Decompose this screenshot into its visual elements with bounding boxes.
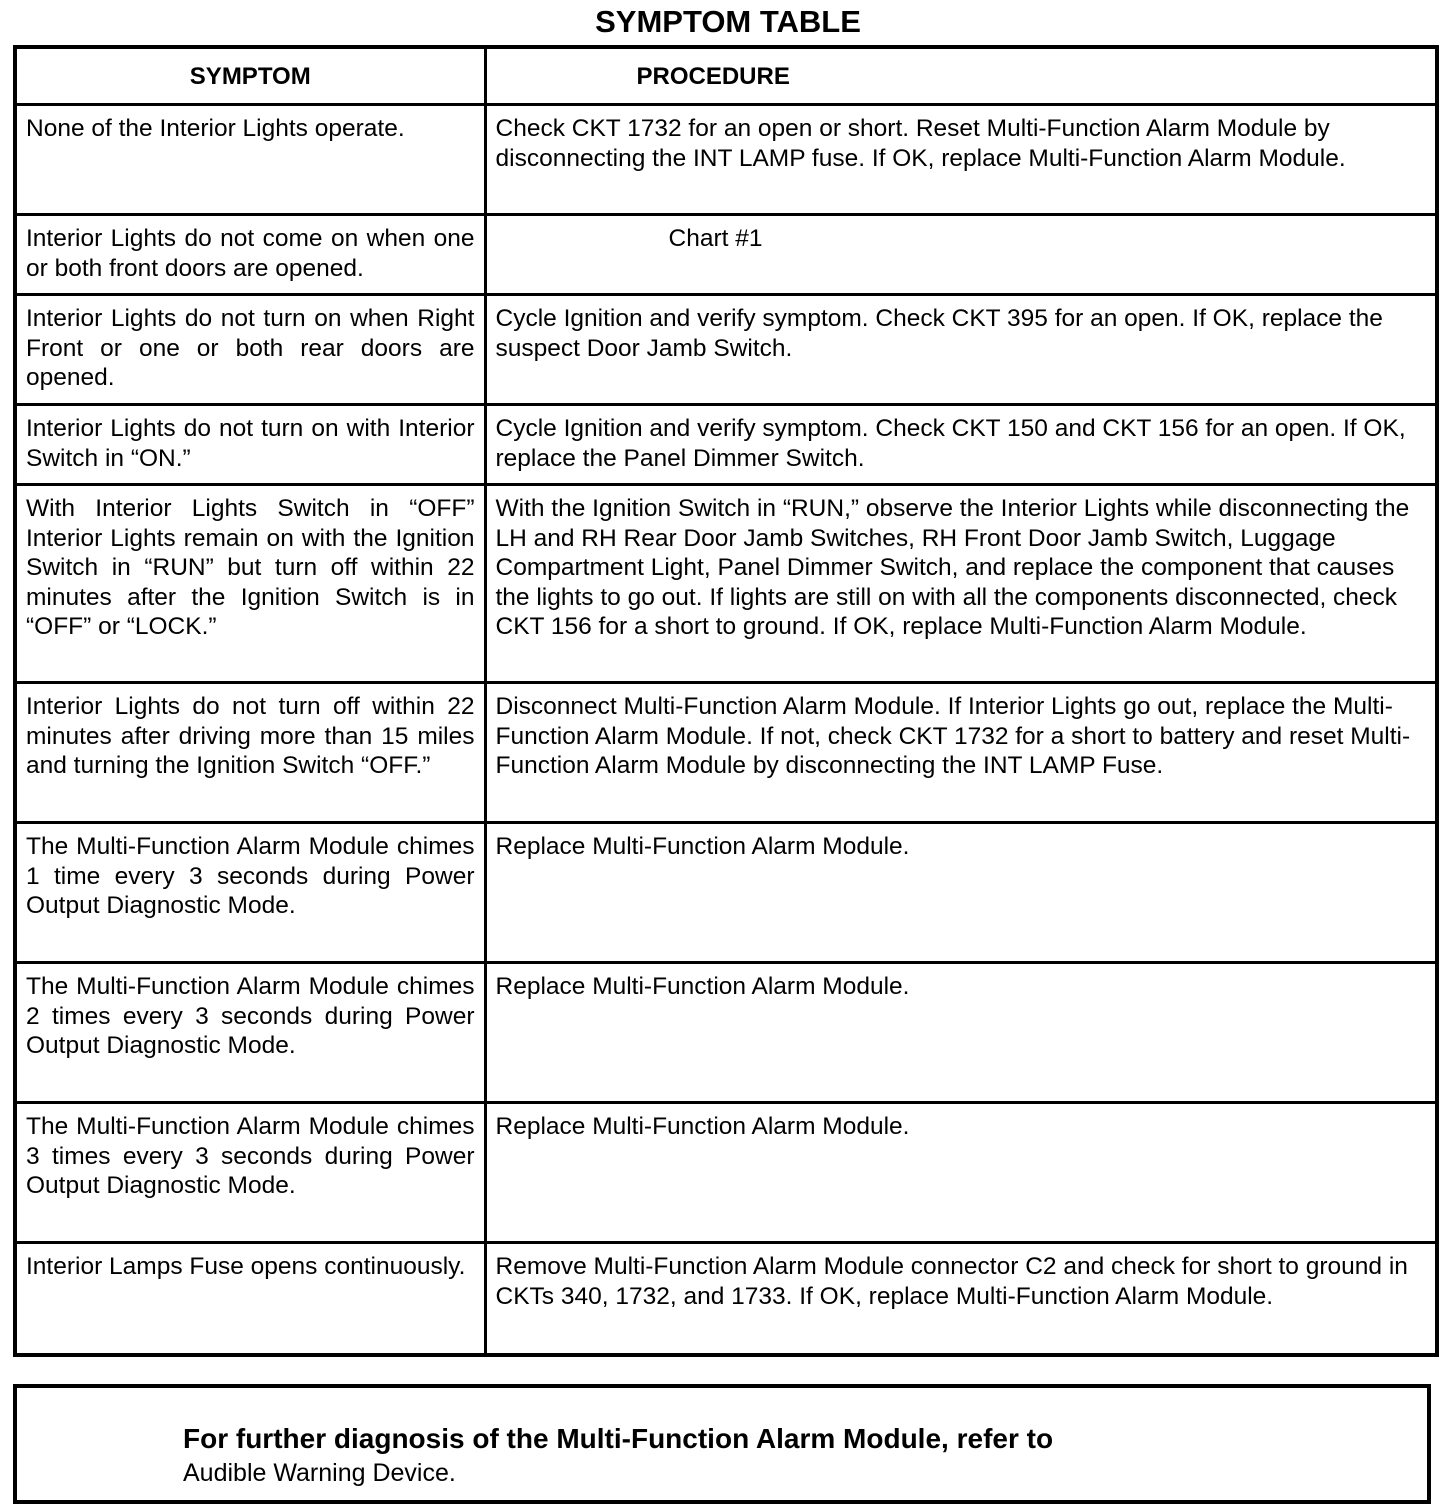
note-reference: Audible Warning Device. [183,1459,456,1487]
symptom-cell: Interior Lights do not turn off within 22 minutes after driving more than 15 miles and turning the Ignition Switch “OFF.” [15,683,485,823]
procedure-cell: Cycle Ignition and verify symptom. Check CKT 150 and CKT 156 for an open. If OK, replace the Panel Dimmer Switch. [485,405,1437,485]
table-row [15,295,1437,405]
header-row [15,47,1437,105]
symptom-column-header: SYMPTOM [15,47,485,105]
table-row [15,823,1437,963]
procedure-cell [485,215,1437,295]
symptom-cell: The Multi-Function Alarm Module chimes 3 times every 3 seconds during Power Output Diagnostic Mode. [15,1103,485,1243]
symptom-cell: Interior Lights do not turn on when Right Front or one or both rear doors are opened. [15,295,485,405]
table-title: SYMPTOM TABLE [595,4,861,39]
symptom-cell: None of the Interior Lights operate. [15,105,485,215]
procedure-cell: Replace Multi-Function Alarm Module. [485,823,1437,963]
table-row [15,405,1437,485]
table-row [15,683,1437,823]
symptom-cell: The Multi-Function Alarm Module chimes 1 time every 3 seconds during Power Output Diagnostic Mode. [15,823,485,963]
table-row [15,963,1437,1103]
symptom-cell: Interior Lamps Fuse opens continuously. [15,1243,485,1355]
table-row [15,215,1437,295]
symptom-cell: Interior Lights do not turn on with Interior Switch in “ON.” [15,405,485,485]
procedure-column-header: PROCEDURE [485,47,1437,105]
symptom-cell: With Interior Lights Switch in “OFF” Interior Lights remain on with the Ignition Switch in “RUN” but turn off within 22 minutes after the Ignition Switch is in “OFF” or “LOCK.” [15,485,485,683]
procedure-cell: Check CKT 1732 for an open or short. Reset Multi-Function Alarm Module by disconnecting the INT LAMP fuse. If OK, replace Multi-Function Alarm Module. [485,105,1437,215]
note-text-bold: For further diagnosis of the Multi-Function Alarm Module, refer to [183,1423,1054,1454]
table-row [15,105,1437,215]
procedure-cell: Remove Multi-Function Alarm Module connector C2 and check for short to ground in CKTs 340, 1732, and 1733. If OK, replace Multi-Function Alarm Module. [485,1243,1437,1355]
procedure-cell: Disconnect Multi-Function Alarm Module. If Interior Lights go out, replace the Multi-Function Alarm Module. If not, check CKT 1732 for a short to battery and reset Multi-Function Alarm Module by disconnecting the INT LAMP Fuse. [485,683,1437,823]
symptom-cell: The Multi-Function Alarm Module chimes 2 times every 3 seconds during Power Output Diagnostic Mode. [15,963,485,1103]
table-row [15,485,1437,683]
procedure-cell: With the Ignition Switch in “RUN,” observe the Interior Lights while disconnecting the LH and RH Rear Door Jamb Switches, RH Front Door Jamb Switch, Luggage Compartment Light, Panel Dimmer Switch, and replace the component that causes the lights to go out. If lights are still on with all the components disconnected, check CKT 156 for a short to ground. If OK, replace Multi-Function Alarm Module. [485,485,1437,683]
further-diagnosis-note [13,1384,1431,1504]
table-row [15,1103,1437,1243]
procedure-cell: Cycle Ignition and verify symptom. Check CKT 395 for an open. If OK, replace the suspect Door Jamb Switch. [485,295,1437,405]
symptom-cell: Interior Lights do not come on when one or both front doors are opened. [15,215,485,295]
procedure-cell: Replace Multi-Function Alarm Module. [485,963,1437,1103]
chart-reference: Chart #1 [668,225,763,252]
procedure-cell: Replace Multi-Function Alarm Module. [485,1103,1437,1243]
table-row [15,1243,1437,1355]
symptom-table [13,45,1439,1357]
